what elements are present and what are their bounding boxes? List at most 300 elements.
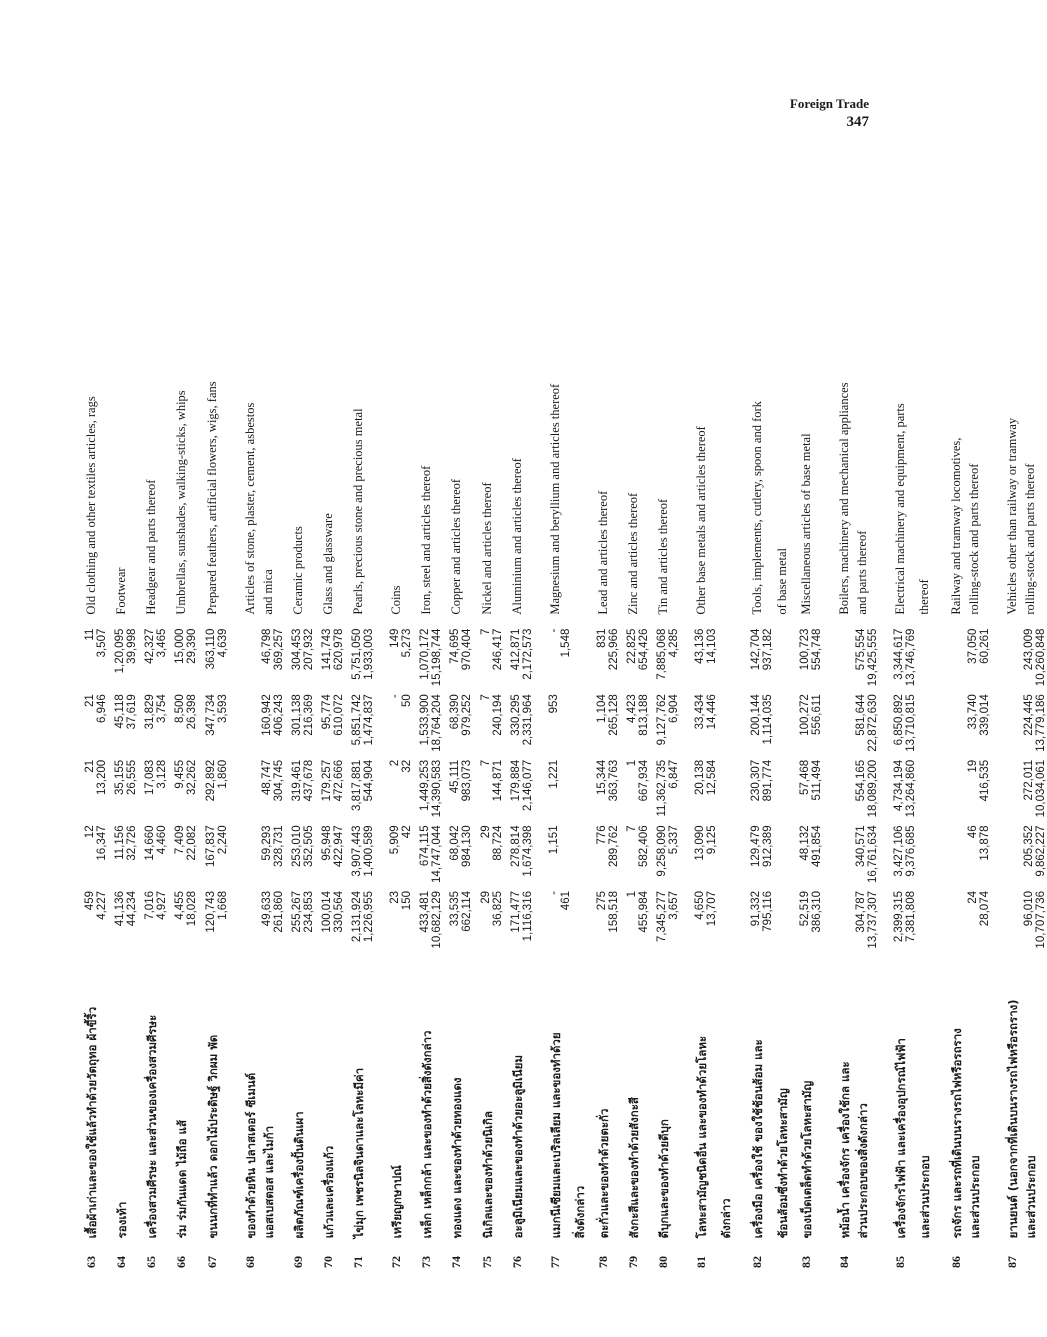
thai-description: ดีบุกและของทำด้วยดีบุก — [657, 1119, 672, 1239]
value-cell — [572, 754, 590, 820]
quantity-value: 22,825 — [626, 628, 638, 664]
quantity-value: 1,070,172 — [419, 628, 432, 680]
value-cell — [315, 754, 345, 820]
quantity-value: 29 — [479, 891, 492, 904]
amount-value: 3,754 — [156, 694, 169, 723]
value-cell — [345, 819, 375, 885]
english-description: and mica — [260, 569, 275, 615]
quantity-value: 363,110 — [204, 628, 217, 670]
thai-description: รถจักร และรถที่เดินบนรางรถไฟหรือรถราง — [949, 1028, 964, 1239]
value-cell — [474, 688, 504, 754]
item-number: 75 — [479, 1256, 494, 1268]
value-cell — [775, 688, 793, 754]
quantity-value: 831 — [595, 628, 608, 648]
amount-value: 13,710,815 — [904, 694, 917, 752]
value-cell — [443, 819, 473, 885]
value-cell — [443, 688, 473, 754]
table-row — [443, 138, 473, 1268]
quantity-value: 953 — [547, 694, 560, 714]
quantity-value: 7 — [479, 759, 492, 767]
amount-value: 2,172,573 — [521, 628, 534, 680]
amount-value: 582,406 — [638, 825, 651, 867]
amount-value: 28,074 — [978, 891, 991, 927]
value-cell — [375, 819, 413, 885]
amount-value: 14,103 — [706, 628, 719, 664]
quantity-value: 1,104 — [595, 694, 608, 723]
english-description: Tin and articles thereof — [656, 498, 671, 615]
quantity-value: 17,083 — [144, 759, 157, 795]
quantity-value: 7 — [626, 825, 638, 832]
quantity-value: 292,892 — [204, 759, 217, 802]
table-row — [718, 138, 736, 1268]
quantity-value: 129,479 — [750, 825, 763, 867]
amount-value: 13,707 — [706, 891, 719, 927]
quantity-value: 45,111 — [449, 759, 462, 794]
value-cell — [991, 754, 1023, 820]
trade-table-body — [78, 138, 1047, 1268]
value-cell — [168, 623, 198, 689]
quantity-value: 5,851,742 — [351, 694, 363, 746]
english-description: of base metal — [774, 547, 789, 615]
value-cell — [736, 885, 774, 951]
amount-value: 60,261 — [978, 628, 991, 664]
value-cell — [855, 885, 879, 951]
amount-value: 3,593 — [216, 694, 229, 723]
value-cell — [855, 623, 879, 689]
quantity-value: 1,221 — [547, 759, 560, 789]
thai-description: และส่วนประกอบ — [917, 1155, 932, 1239]
quantity-value: 7,345,277 — [656, 891, 669, 943]
item-number: 82 — [750, 1256, 765, 1268]
quantity-value: 100,723 — [798, 628, 811, 671]
item-number: 71 — [351, 1256, 365, 1268]
value-cell — [413, 885, 443, 951]
value-cell — [108, 819, 138, 885]
amount-value: 6,847 — [668, 759, 681, 789]
quantity-value: 179,884 — [509, 759, 522, 802]
item-number: 73 — [419, 1256, 434, 1268]
value-cell — [229, 819, 261, 885]
item-number: 81 — [694, 1256, 709, 1268]
amount-value: 88,724 — [491, 825, 504, 861]
amount-value: 554,748 — [810, 628, 823, 671]
value-cell — [650, 819, 680, 885]
item-number: 66 — [174, 1256, 189, 1268]
table-row — [590, 138, 620, 1268]
amount-value: 1,860 — [216, 759, 229, 789]
value-cell — [680, 885, 718, 951]
item-number: 70 — [320, 1256, 335, 1268]
amount-value: 16,347 — [96, 825, 109, 861]
quantity-value: 3,344,617 — [892, 628, 905, 680]
value-cell — [375, 885, 413, 951]
amount-value: 9,376,685 — [904, 825, 917, 877]
item-number: 83 — [798, 1256, 813, 1268]
quantity-value: 149 — [389, 628, 402, 648]
amount-value: 261,860 — [272, 891, 285, 933]
value-cell — [229, 754, 261, 820]
item-number: 68 — [242, 1256, 257, 1268]
amount-value: 42 — [401, 825, 414, 839]
amount-value: 461 — [559, 891, 572, 911]
value-cell — [879, 688, 917, 754]
table-row — [736, 138, 774, 1268]
table-row — [138, 138, 168, 1268]
amount-value: 216,369 — [302, 694, 315, 736]
thai-description: เครื่องสวมศีรษะ และส่วนของเครื่องสวมศีรษะ — [145, 1014, 160, 1239]
amount-value: 13,737,307 — [866, 891, 879, 949]
page-number: 347 — [846, 114, 869, 130]
value-cell — [917, 688, 935, 754]
amount-value: 1,226,955 — [363, 891, 376, 943]
quantity-value: 3,907,443 — [351, 825, 363, 877]
amount-value: 556,611 — [810, 694, 823, 735]
amount-value: 330,564 — [332, 891, 345, 933]
quantity-value: 120,743 — [204, 891, 217, 933]
quantity-value: 15,000 — [174, 628, 187, 664]
value-cell — [443, 623, 473, 689]
amount-value: 455,984 — [638, 891, 651, 933]
value-cell — [823, 623, 855, 689]
thai-description: ทองแดง และของทำด้วยทองแดง — [450, 1077, 465, 1239]
amount-value: 511,494 — [810, 759, 823, 801]
table-row — [315, 138, 345, 1268]
quantity-value: 33,434 — [694, 694, 707, 730]
value-cell — [168, 688, 198, 754]
value-cell — [935, 688, 967, 754]
quantity-value: 224,445 — [1023, 694, 1035, 736]
quantity-value: 95,948 — [320, 825, 333, 861]
english-description — [718, 138, 736, 623]
quantity-value: 19 — [966, 759, 979, 773]
value-cell — [315, 885, 345, 951]
amount-value: 18,089,200 — [866, 759, 879, 818]
value-cell — [572, 688, 590, 754]
amount-value: 3,657 — [668, 891, 681, 920]
item-number: 78 — [595, 1256, 610, 1268]
value-cell — [474, 819, 504, 885]
quantity-value: 57,468 — [798, 759, 811, 795]
amount-value: 26,398 — [186, 694, 199, 730]
amount-value: 2,240 — [216, 825, 229, 855]
amount-value: 437,678 — [302, 759, 315, 802]
quantity-value: 8,500 — [174, 694, 187, 723]
english-description: Old clothing and other textiles articles, rags — [84, 396, 98, 615]
quantity-value: 43,136 — [694, 628, 707, 664]
quantity-value: 272,011 — [1023, 759, 1035, 801]
amount-value: 937,182 — [762, 628, 775, 671]
quantity-value: 2,131,924 — [351, 891, 363, 943]
quantity-value: 48,747 — [260, 759, 273, 795]
value-cell — [793, 754, 823, 820]
quantity-value: 9,258,090 — [656, 825, 669, 877]
quantity-value: - — [389, 694, 402, 699]
value-cell — [935, 623, 967, 689]
thai-description: แมกนีเซียมและเบริลเลียม และของทำด้วย — [548, 1032, 563, 1239]
value-cell — [443, 754, 473, 820]
thai-description: เหล็ก เหล็กกล้า และของทำด้วยสิ่งดังกล่าว — [420, 1030, 435, 1239]
item-number — [855, 1238, 879, 1268]
item-number: 63 — [84, 1256, 98, 1268]
table-row — [199, 138, 229, 1268]
quantity-value: 15,344 — [595, 759, 608, 795]
quantity-value: 5,751,050 — [351, 628, 363, 680]
table-row — [78, 138, 108, 1268]
quantity-value: 179,257 — [320, 759, 333, 802]
amount-value: 144,871 — [491, 759, 504, 802]
quantity-value: 42,327 — [144, 628, 157, 664]
quantity-value: 68,390 — [449, 694, 462, 730]
amount-value: 1,674,398 — [521, 825, 534, 877]
value-cell — [855, 819, 879, 885]
quantity-value: 433,481 — [419, 891, 432, 933]
value-cell — [138, 754, 168, 820]
quantity-value: 46 — [966, 825, 979, 839]
amount-value: 328,731 — [272, 825, 285, 867]
value-cell — [823, 688, 855, 754]
value-cell — [855, 688, 879, 754]
quantity-value: 24 — [966, 891, 979, 904]
quantity-value: 200,144 — [750, 694, 763, 736]
value-cell — [736, 623, 774, 689]
amount-value: 912,389 — [762, 825, 775, 867]
value-cell — [718, 688, 736, 754]
value-cell — [285, 819, 315, 885]
value-cell — [261, 754, 285, 820]
english-description: Other base metals and articles thereof — [694, 426, 709, 615]
value-cell — [199, 688, 229, 754]
value-cell — [967, 688, 991, 754]
amount-value: 13,264,860 — [904, 759, 917, 818]
value-cell — [138, 885, 168, 951]
amount-value: 2,331,964 — [521, 694, 534, 746]
value-cell — [620, 623, 650, 689]
value-cell — [138, 688, 168, 754]
value-cell — [375, 688, 413, 754]
quantity-value: 142,704 — [750, 628, 763, 671]
quantity-value: 1 — [626, 891, 638, 898]
english-description: Pearls, precious stone and precious metal — [351, 408, 365, 615]
value-cell — [680, 688, 718, 754]
value-cell — [375, 623, 413, 689]
thai-description: ไข่มุก เพชรนิลจินดาและโลหะมีค่า — [352, 1067, 366, 1239]
value-cell — [650, 885, 680, 951]
quantity-value: 255,267 — [290, 891, 303, 933]
amount-value: 667,934 — [638, 759, 651, 802]
table-row — [680, 138, 718, 1268]
quantity-value: 95,774 — [320, 694, 333, 730]
quantity-value: - — [547, 628, 560, 633]
value-cell — [534, 819, 572, 885]
value-cell — [138, 623, 168, 689]
amount-value: 4,927 — [156, 891, 169, 920]
amount-value: 13,746,769 — [904, 628, 917, 687]
item-number — [917, 1238, 935, 1268]
value-cell — [775, 754, 793, 820]
thai-description: สิ่งดังกล่าว — [572, 1185, 587, 1239]
quantity-value: 3,817,881 — [351, 759, 363, 811]
quantity-value: 33,535 — [449, 891, 462, 927]
thai-description: เครื่องมือ เครื่องใช้ ของใช้ช้อนส้อม และ — [751, 1039, 766, 1239]
value-cell — [572, 885, 590, 951]
quantity-value: 330,295 — [509, 694, 522, 736]
english-description: rolling-stock and parts thereof — [1023, 463, 1037, 615]
quantity-value: 7,885,068 — [656, 628, 669, 680]
thai-description: ของทำด้วยหิน ปลาสเตอร์ ซีเมนต์ — [243, 1072, 258, 1239]
value-cell — [823, 754, 855, 820]
value-cell — [229, 688, 261, 754]
quantity-value: 171,477 — [509, 891, 522, 933]
quantity-value: 49,633 — [260, 891, 273, 927]
item-number: 77 — [547, 1256, 562, 1268]
amount-value: 979,252 — [461, 694, 474, 736]
value-cell — [315, 623, 345, 689]
amount-value: 22,872,630 — [866, 694, 879, 752]
table-row — [967, 138, 991, 1268]
english-description: Railway and tramway locomotives, — [948, 437, 963, 615]
english-description: Zinc and articles thereof — [626, 492, 640, 615]
amount-value: 4,460 — [156, 825, 169, 855]
value-cell — [504, 885, 534, 951]
thai-description: อะลูมิเนียมและของทำด้วยอะลูมิเนียม — [510, 1055, 525, 1239]
thai-description: และส่วนประกอบ — [967, 1155, 982, 1239]
amount-value: 472,666 — [332, 759, 345, 802]
value-cell — [108, 885, 138, 951]
quantity-value: 23 — [389, 891, 402, 904]
value-cell — [534, 688, 572, 754]
value-cell — [345, 688, 375, 754]
item-number — [261, 1238, 285, 1268]
english-description: Articles of stone, plaster, cement, asbestos — [242, 402, 257, 615]
table-row — [375, 138, 413, 1268]
amount-value: 6,946 — [96, 694, 109, 723]
value-cell — [1023, 819, 1047, 885]
value-cell — [78, 688, 108, 754]
quantity-value: 6,850,892 — [892, 694, 905, 746]
amount-value: 13,878 — [978, 825, 991, 861]
value-cell — [991, 885, 1023, 951]
amount-value: 44,234 — [126, 891, 139, 927]
table-row — [879, 138, 917, 1268]
value-cell — [775, 819, 793, 885]
value-cell — [967, 623, 991, 689]
quantity-value: 2,399,315 — [892, 891, 905, 943]
quantity-value: 45,118 — [114, 694, 127, 729]
value-cell — [680, 623, 718, 689]
quantity-value: 230,307 — [750, 759, 763, 802]
table-row — [935, 138, 967, 1268]
amount-value: 891,774 — [762, 759, 775, 802]
quantity-value: 340,571 — [854, 825, 867, 867]
amount-value: 352,505 — [302, 825, 315, 867]
english-description: Magnesium and beryllium and articles thereof — [547, 383, 562, 615]
value-cell — [620, 885, 650, 951]
quantity-value: 674,115 — [419, 825, 432, 867]
value-cell — [504, 819, 534, 885]
value-cell — [315, 688, 345, 754]
amount-value: 10,260,848 — [1035, 628, 1047, 687]
value-cell — [199, 623, 229, 689]
table-row — [620, 138, 650, 1268]
quantity-value: 4,650 — [694, 891, 707, 920]
item-number: 86 — [948, 1256, 963, 1268]
value-cell — [261, 885, 285, 951]
value-cell — [935, 819, 967, 885]
value-cell — [261, 688, 285, 754]
quantity-value: 4,734,194 — [892, 759, 905, 811]
amount-value: 14,446 — [706, 694, 719, 730]
english-description: Ceramic products — [290, 526, 305, 615]
english-description: Footwear — [114, 567, 129, 615]
value-cell — [375, 754, 413, 820]
quantity-value: 100,272 — [798, 694, 811, 736]
value-cell — [474, 885, 504, 951]
quantity-value: 11 — [84, 628, 96, 641]
quantity-value: 167,837 — [204, 825, 217, 867]
english-description: rolling-stock and parts thereof — [966, 463, 981, 615]
amount-value: 10,707,736 — [1035, 891, 1047, 949]
quantity-value: 1,533,900 — [419, 694, 432, 746]
quantity-value: 29 — [479, 825, 492, 839]
quantity-value: 554,165 — [854, 759, 867, 802]
quantity-value: 13,090 — [694, 825, 707, 861]
value-cell — [823, 885, 855, 951]
amount-value: 1,114,035 — [762, 694, 775, 745]
amount-value: 3,465 — [156, 628, 169, 658]
amount-value: 246,417 — [491, 628, 504, 671]
value-cell — [680, 754, 718, 820]
quantity-value: 347,734 — [204, 694, 217, 736]
quantity-value: 7,409 — [174, 825, 187, 855]
value-cell — [991, 623, 1023, 689]
trade-table — [78, 138, 1047, 1268]
value-cell — [413, 623, 443, 689]
table-row — [285, 138, 315, 1268]
quantity-value: 74,695 — [449, 628, 462, 664]
amount-value: 984,130 — [461, 825, 474, 867]
value-cell — [917, 754, 935, 820]
value-cell — [917, 819, 935, 885]
table-row — [261, 138, 285, 1268]
quantity-value: 14,660 — [144, 825, 157, 861]
quantity-value: 52,519 — [798, 891, 811, 927]
value-cell — [590, 885, 620, 951]
quantity-value: 35,155 — [114, 759, 127, 795]
value-cell — [108, 754, 138, 820]
value-cell — [1023, 623, 1047, 689]
value-cell — [78, 819, 108, 885]
value-cell — [199, 754, 229, 820]
value-cell — [168, 819, 198, 885]
value-cell — [879, 819, 917, 885]
thai-description: โลหะสามัญชนิดอื่น และของทำด้วยโลหะ — [695, 1035, 710, 1239]
thai-description: เครื่องจักรไฟฟ้า และเครื่องอุปกรณ์ไฟฟ้า — [893, 1038, 908, 1239]
quantity-value: 243,009 — [1023, 628, 1035, 671]
amount-value: 610,072 — [332, 694, 345, 736]
quantity-value: 2 — [389, 759, 402, 767]
value-cell — [229, 623, 261, 689]
value-cell — [967, 885, 991, 951]
rotated-trade-table — [78, 138, 1047, 1268]
value-cell — [199, 819, 229, 885]
amount-value: 3,507 — [96, 628, 109, 658]
item-number: 74 — [449, 1256, 464, 1268]
amount-value: 32 — [401, 759, 414, 773]
value-cell — [650, 754, 680, 820]
item-number: 65 — [144, 1256, 159, 1268]
thai-description: ร่ม ร่มกันแดด ไม้ถือ แส้ — [175, 1120, 190, 1239]
quantity-value: 301,138 — [290, 694, 303, 736]
